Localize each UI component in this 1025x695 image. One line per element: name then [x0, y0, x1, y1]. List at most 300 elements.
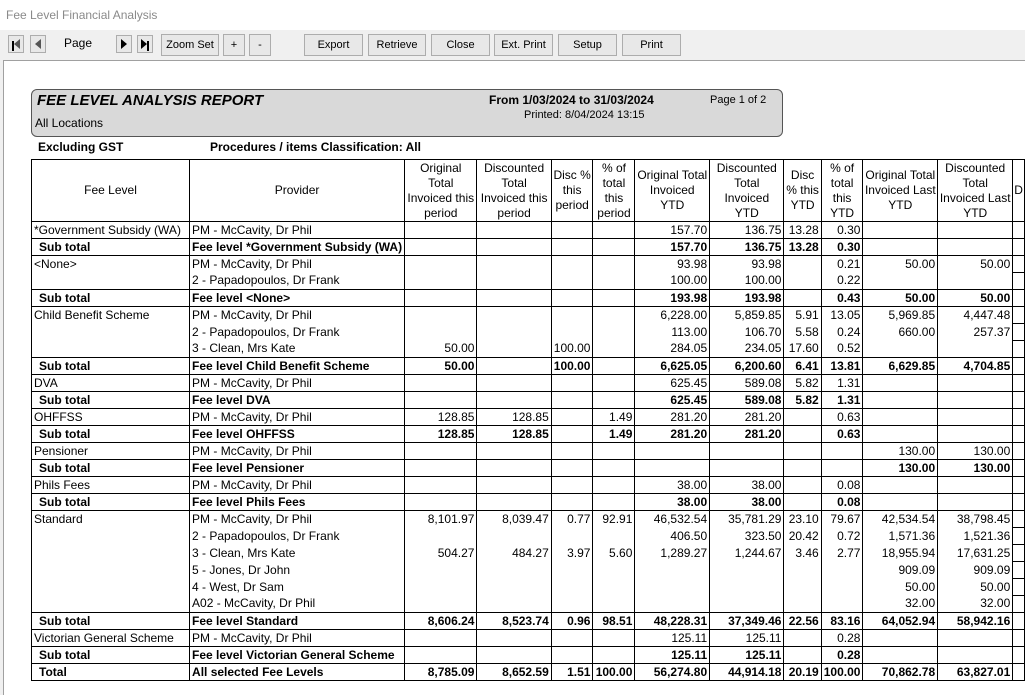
- col-disc-period: Discounted Total Invoiced this period: [477, 160, 551, 222]
- table-row: [32, 222, 1025, 239]
- value-cell: [938, 392, 1013, 409]
- truncated-cell: [1013, 290, 1025, 307]
- provider-cell: Fee level Pensioner: [190, 460, 405, 477]
- value-cell: 98.51: [593, 613, 635, 630]
- value-cell: [405, 528, 477, 545]
- provider-cell: Fee level Child Benefit Scheme: [190, 358, 405, 375]
- value-cell: [710, 596, 784, 613]
- report-header: [31, 89, 783, 137]
- value-cell: [784, 290, 821, 307]
- value-cell: [477, 494, 551, 511]
- value-cell: 106.70: [710, 324, 784, 341]
- value-cell: 125.11: [710, 647, 784, 664]
- value-cell: [938, 477, 1013, 494]
- fee-level-cell: Sub total: [32, 290, 190, 307]
- subtotal-row: [32, 664, 1025, 681]
- value-cell: [593, 562, 635, 579]
- col-disc-ytd: Discounted Total Invoiced YTD: [710, 160, 784, 222]
- col-truncated: D: [1013, 160, 1025, 222]
- value-cell: [784, 256, 821, 273]
- truncated-cell: [1013, 511, 1025, 528]
- fee-level-cell: <None>: [32, 256, 190, 273]
- report-title: FEE LEVEL ANALYSIS REPORT: [37, 92, 264, 109]
- value-cell: 625.45: [635, 392, 710, 409]
- value-cell: [477, 358, 551, 375]
- value-cell: [593, 647, 635, 664]
- value-cell: 79.67: [821, 511, 863, 528]
- value-cell: 1.49: [593, 426, 635, 443]
- value-cell: [635, 443, 710, 460]
- value-cell: 1,571.36: [863, 528, 938, 545]
- value-cell: [938, 647, 1013, 664]
- table-row: [32, 630, 1025, 647]
- report-printed-date: Printed: 8/04/2024 13:15: [524, 109, 645, 121]
- value-cell: 20.19: [784, 664, 821, 681]
- value-cell: [710, 579, 784, 596]
- value-cell: [593, 477, 635, 494]
- fee-level-cell: [32, 579, 190, 596]
- table-row: [32, 324, 1025, 341]
- value-cell: [821, 596, 863, 613]
- value-cell: [938, 409, 1013, 426]
- value-cell: [477, 562, 551, 579]
- truncated-cell: [1013, 477, 1025, 494]
- value-cell: 130.00: [863, 460, 938, 477]
- truncated-cell: [1013, 613, 1025, 630]
- value-cell: 38.00: [710, 494, 784, 511]
- value-cell: 193.98: [635, 290, 710, 307]
- value-cell: [405, 579, 477, 596]
- value-cell: 22.56: [784, 613, 821, 630]
- value-cell: 6,629.85: [863, 358, 938, 375]
- value-cell: 32.00: [938, 596, 1013, 613]
- fee-level-cell: Sub total: [32, 358, 190, 375]
- value-cell: [784, 273, 821, 290]
- value-cell: 100.00: [710, 273, 784, 290]
- value-cell: [551, 443, 593, 460]
- value-cell: [551, 579, 593, 596]
- value-cell: 58,942.16: [938, 613, 1013, 630]
- provider-cell: 2 - Papadopoulos, Dr Frank: [190, 528, 405, 545]
- value-cell: 92.91: [593, 511, 635, 528]
- value-cell: [593, 256, 635, 273]
- value-cell: [551, 562, 593, 579]
- fee-level-table: [31, 159, 1025, 681]
- col-orig-period: Original Total Invoiced this period: [405, 160, 477, 222]
- table-row: [32, 511, 1025, 528]
- value-cell: [477, 392, 551, 409]
- value-cell: 100.00: [593, 664, 635, 681]
- value-cell: 42,534.54: [863, 511, 938, 528]
- value-cell: [710, 443, 784, 460]
- value-cell: 93.98: [635, 256, 710, 273]
- value-cell: 1,244.67: [710, 545, 784, 562]
- value-cell: 130.00: [863, 443, 938, 460]
- value-cell: 63,827.01: [938, 664, 1013, 681]
- value-cell: [863, 392, 938, 409]
- value-cell: 909.09: [938, 562, 1013, 579]
- page-label: Page: [64, 36, 93, 50]
- truncated-cell: [1013, 392, 1025, 409]
- truncated-cell: [1013, 460, 1025, 477]
- value-cell: [863, 647, 938, 664]
- truncated-cell: [1013, 494, 1025, 511]
- value-cell: 0.63: [821, 426, 863, 443]
- value-cell: [593, 392, 635, 409]
- value-cell: 128.85: [477, 409, 551, 426]
- value-cell: 1,521.36: [938, 528, 1013, 545]
- value-cell: 484.27: [477, 545, 551, 562]
- value-cell: 6,200.60: [710, 358, 784, 375]
- col-fee-level: Fee Level: [32, 160, 190, 222]
- value-cell: 0.30: [821, 222, 863, 239]
- value-cell: [784, 409, 821, 426]
- value-cell: 136.75: [710, 222, 784, 239]
- value-cell: 5.82: [784, 392, 821, 409]
- value-cell: 0.72: [821, 528, 863, 545]
- value-cell: 193.98: [710, 290, 784, 307]
- value-cell: 83.16: [821, 613, 863, 630]
- last-page-icon: [141, 40, 149, 52]
- value-cell: 6,228.00: [635, 307, 710, 324]
- value-cell: [863, 409, 938, 426]
- table-row: [32, 545, 1025, 562]
- value-cell: [477, 630, 551, 647]
- table-row: [32, 562, 1025, 579]
- col-disc-last-ytd: Discounted Total Invoiced Last YTD: [938, 160, 1013, 222]
- prev-page-icon: [35, 39, 41, 49]
- table-row: [32, 341, 1025, 358]
- value-cell: [405, 324, 477, 341]
- value-cell: [593, 528, 635, 545]
- value-cell: [821, 562, 863, 579]
- col-orig-ytd: Original Total Invoiced YTD: [635, 160, 710, 222]
- value-cell: [551, 375, 593, 392]
- value-cell: [551, 324, 593, 341]
- zoom-in-button[interactable]: +: [223, 34, 245, 56]
- table-row: [32, 273, 1025, 290]
- value-cell: [477, 477, 551, 494]
- value-cell: [405, 477, 477, 494]
- value-cell: 3.46: [784, 545, 821, 562]
- ext-print-button[interactable]: Ext. Print: [494, 34, 553, 56]
- value-cell: 48,228.31: [635, 613, 710, 630]
- col-orig-last-ytd: Original Total Invoiced Last YTD: [863, 160, 938, 222]
- col-provider: Provider: [190, 160, 405, 222]
- report-date-range: From 1/03/2024 to 31/03/2024: [489, 93, 654, 107]
- value-cell: 130.00: [938, 443, 1013, 460]
- value-cell: 17,631.25: [938, 545, 1013, 562]
- table-row: [32, 256, 1025, 273]
- value-cell: [593, 630, 635, 647]
- window-title: Fee Level Financial Analysis: [0, 0, 1025, 30]
- value-cell: [405, 392, 477, 409]
- value-cell: [863, 630, 938, 647]
- value-cell: [710, 460, 784, 477]
- value-cell: [405, 647, 477, 664]
- col-disc-pct-ytd: Disc % this YTD: [784, 160, 821, 222]
- truncated-cell: [1013, 358, 1025, 375]
- value-cell: 50.00: [405, 358, 477, 375]
- value-cell: 5,969.85: [863, 307, 938, 324]
- fee-level-cell: Sub total: [32, 460, 190, 477]
- provider-cell: Fee level Victorian General Scheme: [190, 647, 405, 664]
- fee-level-cell: Sub total: [32, 426, 190, 443]
- truncated-cell: [1013, 545, 1025, 562]
- value-cell: 660.00: [863, 324, 938, 341]
- value-cell: 38,798.45: [938, 511, 1013, 528]
- value-cell: [551, 222, 593, 239]
- value-cell: [477, 375, 551, 392]
- fee-level-cell: DVA: [32, 375, 190, 392]
- truncated-cell: [1013, 324, 1025, 341]
- value-cell: 50.00: [938, 256, 1013, 273]
- value-cell: 136.75: [710, 239, 784, 256]
- setup-button[interactable]: Setup: [558, 34, 617, 56]
- zoom-set-button[interactable]: Zoom Set: [161, 34, 219, 56]
- value-cell: [405, 443, 477, 460]
- value-cell: [863, 477, 938, 494]
- gst-note: Excluding GST: [38, 140, 124, 154]
- value-cell: [477, 239, 551, 256]
- value-cell: 93.98: [710, 256, 784, 273]
- value-cell: 0.24: [821, 324, 863, 341]
- value-cell: [405, 562, 477, 579]
- table-row: [32, 528, 1025, 545]
- value-cell: [938, 341, 1013, 358]
- truncated-cell: [1013, 630, 1025, 647]
- value-cell: 37,349.46: [710, 613, 784, 630]
- value-cell: 5.58: [784, 324, 821, 341]
- value-cell: 50.00: [405, 341, 477, 358]
- value-cell: 18,955.94: [863, 545, 938, 562]
- value-cell: [593, 460, 635, 477]
- next-page-button[interactable]: [116, 35, 132, 53]
- value-cell: [593, 290, 635, 307]
- value-cell: 125.11: [635, 647, 710, 664]
- fee-level-cell: Victorian General Scheme: [32, 630, 190, 647]
- provider-cell: A02 - McCavity, Dr Phil: [190, 596, 405, 613]
- value-cell: 8,101.97: [405, 511, 477, 528]
- table-header-row: [32, 160, 1025, 222]
- value-cell: [863, 494, 938, 511]
- fee-level-cell: Standard: [32, 511, 190, 528]
- fee-level-cell: OHFFSS: [32, 409, 190, 426]
- table-row: [32, 375, 1025, 392]
- value-cell: [405, 460, 477, 477]
- fee-level-cell: Sub total: [32, 392, 190, 409]
- value-cell: [551, 409, 593, 426]
- value-cell: [784, 443, 821, 460]
- value-cell: 1.31: [821, 392, 863, 409]
- value-cell: 909.09: [863, 562, 938, 579]
- value-cell: [551, 460, 593, 477]
- subtotal-row: [32, 613, 1025, 630]
- provider-cell: Fee level OHFFSS: [190, 426, 405, 443]
- value-cell: 4,704.85: [938, 358, 1013, 375]
- value-cell: 281.20: [635, 426, 710, 443]
- value-cell: [863, 239, 938, 256]
- value-cell: [405, 239, 477, 256]
- value-cell: 38.00: [635, 477, 710, 494]
- truncated-cell: [1013, 562, 1025, 579]
- fee-level-cell: [32, 562, 190, 579]
- truncated-cell: [1013, 307, 1025, 324]
- first-page-icon: [12, 40, 20, 52]
- value-cell: 17.60: [784, 341, 821, 358]
- value-cell: 281.20: [710, 426, 784, 443]
- value-cell: [477, 256, 551, 273]
- value-cell: [784, 562, 821, 579]
- table-row: [32, 409, 1025, 426]
- print-button[interactable]: Print: [622, 34, 681, 56]
- value-cell: [593, 375, 635, 392]
- fee-level-cell: [32, 545, 190, 562]
- value-cell: [593, 324, 635, 341]
- value-cell: [477, 647, 551, 664]
- value-cell: [405, 375, 477, 392]
- value-cell: 128.85: [405, 409, 477, 426]
- provider-cell: Fee level Phils Fees: [190, 494, 405, 511]
- value-cell: 125.11: [710, 630, 784, 647]
- fee-level-cell: [32, 324, 190, 341]
- value-cell: [593, 494, 635, 511]
- value-cell: 50.00: [863, 290, 938, 307]
- close-button[interactable]: Close: [431, 34, 490, 56]
- provider-cell: 2 - Papadopoulos, Dr Frank: [190, 324, 405, 341]
- value-cell: [821, 443, 863, 460]
- value-cell: 0.08: [821, 477, 863, 494]
- value-cell: 5.82: [784, 375, 821, 392]
- fee-level-cell: [32, 596, 190, 613]
- provider-cell: Fee level DVA: [190, 392, 405, 409]
- truncated-cell: [1013, 256, 1025, 273]
- value-cell: [593, 239, 635, 256]
- truncated-cell: [1013, 273, 1025, 290]
- value-cell: 8,523.74: [477, 613, 551, 630]
- value-cell: 0.77: [551, 511, 593, 528]
- value-cell: [477, 324, 551, 341]
- value-cell: [635, 596, 710, 613]
- first-page-button[interactable]: [8, 35, 24, 53]
- value-cell: [405, 494, 477, 511]
- value-cell: [477, 307, 551, 324]
- value-cell: 0.28: [821, 630, 863, 647]
- value-cell: 38.00: [635, 494, 710, 511]
- value-cell: [551, 630, 593, 647]
- value-cell: 284.05: [635, 341, 710, 358]
- value-cell: [477, 528, 551, 545]
- classification-label: Procedures / items Classification: All: [210, 140, 421, 154]
- value-cell: 157.70: [635, 239, 710, 256]
- value-cell: [784, 579, 821, 596]
- value-cell: 100.00: [551, 341, 593, 358]
- provider-cell: 3 - Clean, Mrs Kate: [190, 545, 405, 562]
- truncated-cell: [1013, 409, 1025, 426]
- value-cell: 6.41: [784, 358, 821, 375]
- value-cell: [863, 375, 938, 392]
- value-cell: [405, 273, 477, 290]
- fee-level-cell: Sub total: [32, 494, 190, 511]
- value-cell: 0.96: [551, 613, 593, 630]
- fee-level-cell: [32, 528, 190, 545]
- value-cell: [551, 494, 593, 511]
- fee-level-cell: Sub total: [32, 613, 190, 630]
- value-cell: [405, 222, 477, 239]
- value-cell: 100.00: [635, 273, 710, 290]
- value-cell: 6,625.05: [635, 358, 710, 375]
- col-pct-total-ytd: % of total this YTD: [821, 160, 863, 222]
- table-row: [32, 596, 1025, 613]
- value-cell: [938, 273, 1013, 290]
- truncated-cell: [1013, 443, 1025, 460]
- value-cell: 32.00: [863, 596, 938, 613]
- value-cell: 504.27: [405, 545, 477, 562]
- fee-level-cell: Sub total: [32, 239, 190, 256]
- subtotal-row: [32, 460, 1025, 477]
- value-cell: [784, 477, 821, 494]
- value-cell: 113.00: [635, 324, 710, 341]
- value-cell: 257.37: [938, 324, 1013, 341]
- value-cell: 1.49: [593, 409, 635, 426]
- value-cell: 56,274.80: [635, 664, 710, 681]
- value-cell: 323.50: [710, 528, 784, 545]
- subtotal-row: [32, 239, 1025, 256]
- value-cell: [477, 222, 551, 239]
- value-cell: 1,289.27: [635, 545, 710, 562]
- value-cell: [784, 426, 821, 443]
- value-cell: 5,859.85: [710, 307, 784, 324]
- value-cell: 50.00: [938, 579, 1013, 596]
- report-page-number: Page 1 of 2: [710, 94, 767, 106]
- truncated-cell: [1013, 426, 1025, 443]
- value-cell: [938, 239, 1013, 256]
- value-cell: [635, 562, 710, 579]
- value-cell: [635, 460, 710, 477]
- table-row: [32, 443, 1025, 460]
- value-cell: [551, 273, 593, 290]
- value-cell: [938, 375, 1013, 392]
- fee-level-cell: Phils Fees: [32, 477, 190, 494]
- last-page-button[interactable]: [137, 35, 153, 53]
- provider-cell: PM - McCavity, Dr Phil: [190, 222, 405, 239]
- truncated-cell: [1013, 375, 1025, 392]
- retrieve-button[interactable]: Retrieve: [368, 34, 426, 56]
- value-cell: [938, 494, 1013, 511]
- value-cell: [593, 358, 635, 375]
- value-cell: [863, 341, 938, 358]
- value-cell: 46,532.54: [635, 511, 710, 528]
- prev-page-button[interactable]: [30, 35, 46, 53]
- value-cell: [477, 290, 551, 307]
- value-cell: [784, 596, 821, 613]
- value-cell: 157.70: [635, 222, 710, 239]
- value-cell: 13.28: [784, 239, 821, 256]
- value-cell: 0.43: [821, 290, 863, 307]
- value-cell: [405, 630, 477, 647]
- value-cell: [551, 647, 593, 664]
- export-button[interactable]: Export: [304, 34, 363, 56]
- zoom-out-button[interactable]: -: [249, 34, 271, 56]
- truncated-cell: [1013, 647, 1025, 664]
- value-cell: [477, 460, 551, 477]
- report-viewport[interactable]: [3, 60, 1025, 695]
- table-row: [32, 307, 1025, 324]
- value-cell: [477, 273, 551, 290]
- value-cell: 5.91: [784, 307, 821, 324]
- value-cell: [593, 596, 635, 613]
- value-cell: [710, 562, 784, 579]
